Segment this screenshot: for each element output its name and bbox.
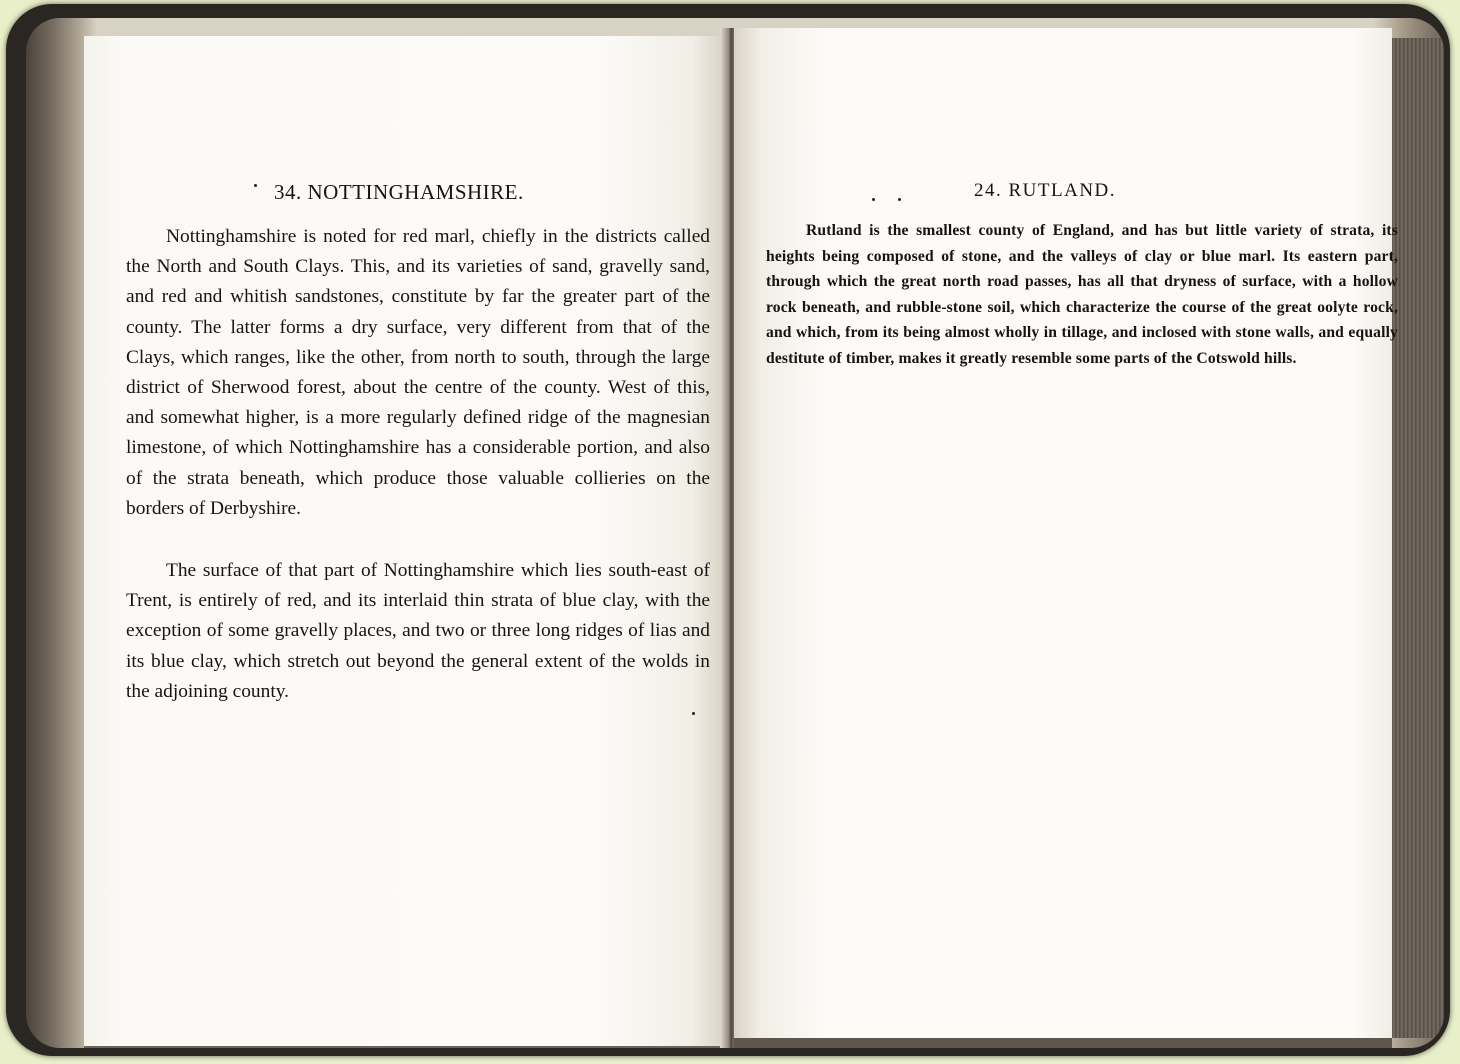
page-edges [1392,38,1444,1038]
open-book [26,18,1444,1048]
right-paragraph-1 [766,218,1398,372]
left-paragraph-2 [126,556,710,707]
book-frame [6,4,1450,1056]
right-page-title: 24. RUTLAND. [974,180,1117,201]
paragraph-text: The surface of that part of Nottinghamshire which lies south-east of Trent, is entirely of red, and its interlaid thin strata of blue clay, with the exception of some gravelly places, and two or three long ridges of lias and its blue clay, which stretch out beyond the general extent of the wolds in the adjoining county. [126,560,710,702]
paragraph-text: Rutland is the smallest county of England, and has but little variety of strata, its heights being composed of stone, and the valleys of clay or blue marl. Its eastern part, through which the great north road passes, has all that dryness of surface, with a hollow rock beneath, and rubble-stone soil, which characterize the course of the great oolyte rock, and which, from its being almost wholly in tillage, and inclosed with stone walls, and equally destitute of timber, makes it greatly resemble some parts of the Cotswold hills. [766,222,1398,367]
ink-speck [692,712,695,715]
left-page [84,36,724,1048]
right-page [734,28,1398,1048]
ink-speck [872,198,875,201]
ink-speck [898,198,901,201]
paragraph-text: Nottinghamshire is noted for red marl, chiefly in the districts called the North and South Clays. This, and its varieties of sand, gravelly sand, and red and whitish sandstones, constitute by far the greater part of the county. The latter forms a dry surface, very different from that of the Clays, which ranges, like the other, from north to south, through the large district of Sherwood forest, about the centre of the county. West of this, and somewhat higher, is a more regularly defined ridge of the magnesian limestone, of which Nottinghamshire has a considerable portion, and also of the strata beneath, which produce those valuable collieries on the borders of Derbyshire. [126,226,710,519]
ink-speck [254,184,257,187]
left-paragraph-1 [126,222,710,524]
left-page-title: 34. NOTTINGHAMSHIRE. [274,180,524,204]
